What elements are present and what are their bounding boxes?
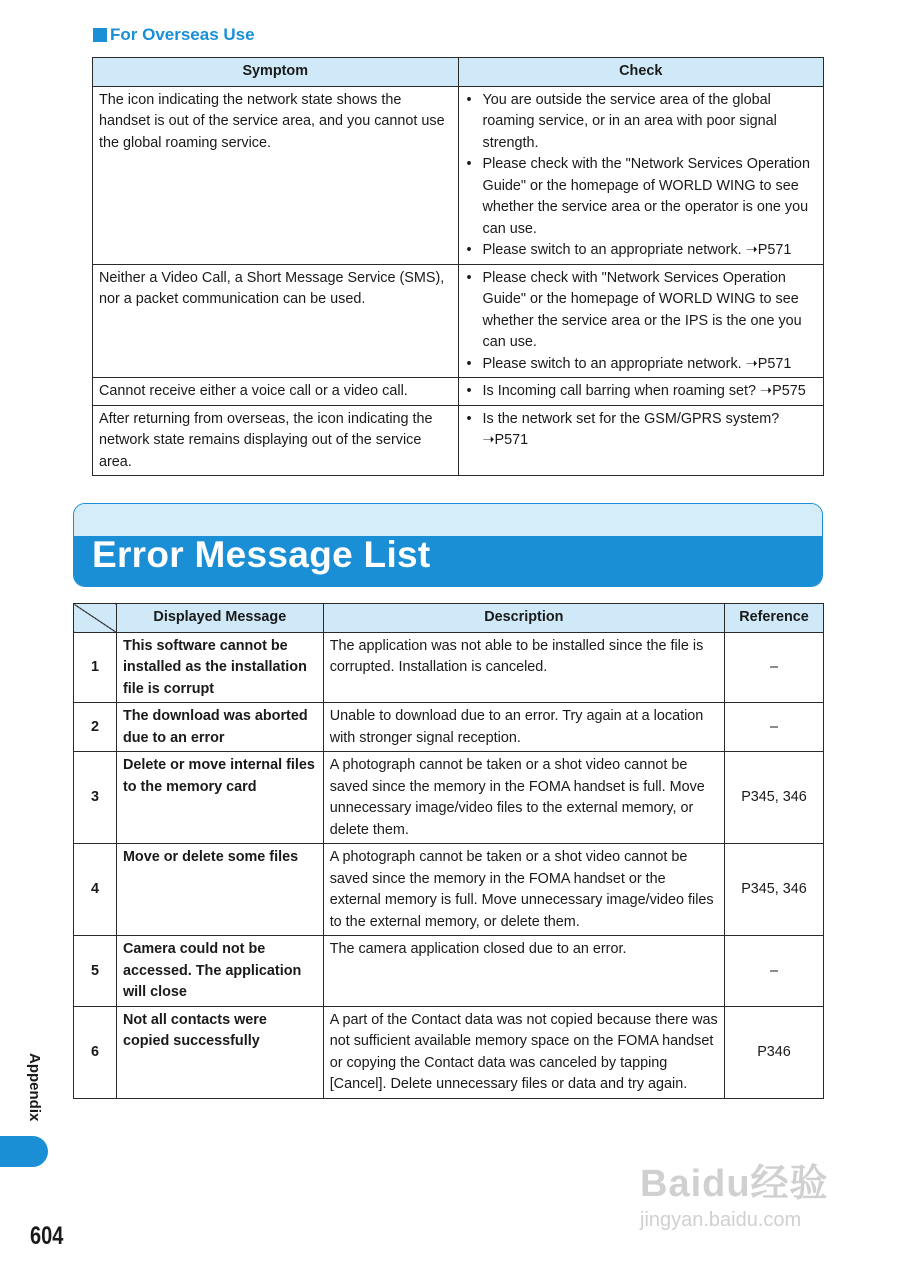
watermark-url: jingyan.baidu.com [640,1209,802,1231]
table-row [74,632,824,703]
description-cell: A photograph cannot be taken or a shot video cannot be saved since the memory in the FOMA handset is full. Move unnecessary image/video files to the external memory, or delete them. [323,752,724,844]
table-row [93,378,824,406]
check-cell [458,405,824,476]
check-item: • Is Incoming call barring when roaming set? ➝P575 [466,383,806,399]
displayed-message-cell: Not all contacts were copied successfully [116,1006,323,1098]
displayed-message-cell: This software cannot be installed as the installation file is corrupt [116,632,323,703]
column-header-description: Description [323,604,724,633]
check-cell [458,86,824,264]
table-row [93,405,824,476]
description-cell: Unable to download due to an error. Try again at a location with stronger signal reception. [323,703,724,752]
column-header-check: Check [458,58,824,87]
check-item: • You are outside the service area of the global roaming service, or in an area with poor signal strength. [466,91,777,151]
appendix-side-tab [0,1136,48,1167]
error-list-banner [73,503,823,587]
table-row [93,86,824,264]
table-row [74,844,824,936]
displayed-message-cell: Camera could not be accessed. The application will close [116,936,323,1007]
column-header-displayed-message: Displayed Message [116,604,323,633]
section-heading-overseas [93,25,255,45]
row-number: 4 [74,844,117,936]
table-row [74,1006,824,1098]
symptom-cell: After returning from overseas, the icon indicating the network state remains displaying out of the service area. [93,405,459,476]
description-cell: The application was not able to be installed since the file is corrupted. Installation is canceled. [323,632,724,703]
page-number: 604 [30,1222,64,1250]
check-item: • Please switch to an appropriate network. ➝P571 [466,242,792,258]
watermark-logo: Baidu经验 [640,1163,829,1205]
row-number: 3 [74,752,117,844]
column-header-reference: Reference [725,604,824,633]
displayed-message-cell: Delete or move internal files to the memory card [116,752,323,844]
row-number: 6 [74,1006,117,1098]
square-bullet-icon [93,28,107,42]
row-number: 2 [74,703,117,752]
symptom-cell: The icon indicating the network state shows the handset is out of the service area, and you cannot use the global roaming service. [93,86,459,264]
banner-top-band [74,504,822,537]
table-row [93,264,824,378]
reference-cell: – [725,632,824,703]
overseas-table [92,57,824,476]
table-row [74,936,824,1007]
reference-cell: – [725,703,824,752]
check-item: • Please check with "Network Services Operation Guide" or the homepage of WORLD WING to see whether the service area or the IPS is the one you can use. [466,269,802,350]
table-row [74,703,824,752]
check-item: • Is the network set for the GSM/GPRS system? ➝P571 [466,410,780,448]
row-number: 1 [74,632,117,703]
table-row [74,752,824,844]
description-cell: The camera application closed due to an error. [323,936,724,1007]
section-heading-text: For Overseas Use [110,25,255,44]
table-header-row [74,604,824,633]
reference-cell: P345, 346 [725,752,824,844]
appendix-side-label: Appendix [26,1053,43,1122]
corner-diagonal-cell [74,604,117,633]
row-number: 5 [74,936,117,1007]
reference-cell: P345, 346 [725,844,824,936]
reference-cell: P346 [725,1006,824,1098]
table-header-row [93,58,824,87]
check-item: • Please switch to an appropriate network. ➝P571 [466,355,792,372]
displayed-message-cell: Move or delete some files [116,844,323,936]
column-header-symptom: Symptom [93,58,459,87]
page-title: Error Message List [92,534,431,575]
description-cell: A part of the Contact data was not copied because there was not sufficient available memory space on the FOMA handset or copying the Contact data was canceled by tapping [Cancel]. Delete unnecessary files or data and try again. [323,1006,724,1098]
check-item: • Please check with the "Network Services Operation Guide" or the homepage of WORLD WING to see whether the service area or the operator is one you can use. [466,156,810,237]
symptom-cell: Neither a Video Call, a Short Message Service (SMS), nor a packet communication can be used. [93,264,459,378]
description-cell: A photograph cannot be taken or a shot video cannot be saved since the memory in the FOMA handset or the external memory is full. Move unnecessary image/video files to the external memory, or delete them. [323,844,724,936]
displayed-message-cell: The download was aborted due to an error [116,703,323,752]
symptom-cell: Cannot receive either a voice call or a video call. [93,378,459,406]
baidu-watermark [640,1152,829,1232]
check-cell [458,378,824,406]
check-cell [458,264,824,378]
error-message-table [73,603,824,1099]
reference-cell: – [725,936,824,1007]
